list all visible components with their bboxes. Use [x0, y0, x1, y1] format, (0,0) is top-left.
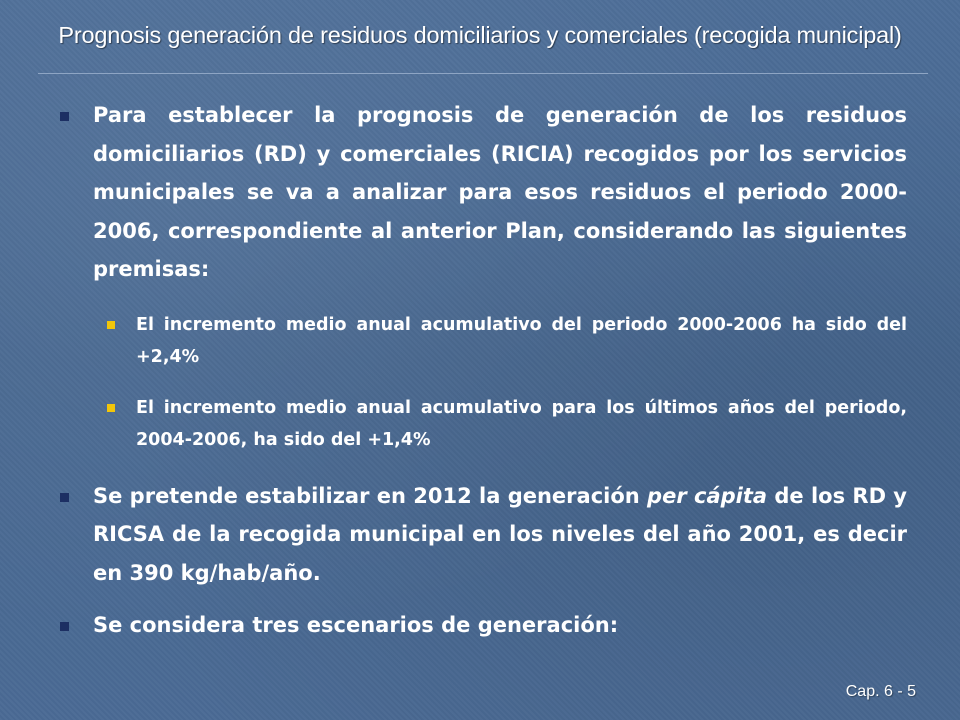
title-divider — [38, 73, 928, 74]
bullet-item-premises — [93, 96, 907, 289]
bullet-text: Se considera tres escenarios de generación: — [93, 613, 619, 637]
square-bullet-icon — [60, 112, 69, 121]
sub-bullet-item-2000-2006 — [136, 309, 907, 373]
sub-bullet-text: El incremento medio anual acumulativo del periodo 2000-2006 ha sido del +2,4% — [136, 314, 907, 367]
sub-bullet-item-2004-2006 — [136, 392, 907, 456]
bullet-text-before: Se pretende estabilizar en 2012 la generación — [93, 483, 648, 508]
page-number: Cap. 6 - 5 — [845, 683, 916, 700]
bullet-item-scenarios — [93, 606, 907, 645]
sub-bullet-list — [0, 309, 960, 456]
bullet-text-emphasis: per cápita — [647, 483, 768, 508]
bullet-list — [0, 96, 960, 645]
square-bullet-icon — [60, 493, 69, 502]
slide-body — [0, 96, 960, 645]
spacer — [0, 592, 960, 606]
bullet-item-per-capita — [93, 477, 907, 593]
sub-bullet-text: El incremento medio anual acumulativo para los últimos años del periodo, 2004-2006, ha sido del +1,4% — [136, 397, 907, 450]
sub-bullet-group — [0, 309, 960, 456]
spacer — [0, 456, 960, 477]
square-bullet-icon — [60, 622, 69, 631]
bullet-text: Para establecer la prognosis de generación de los residuos domiciliarios (RD) y comerciales (RICIA) recogidos por los servicios municipales se va a analizar para esos residuos el periodo 2000-2006, correspondiente al anterior Plan, considerando las siguientes premisas: — [93, 103, 907, 281]
spacer — [0, 373, 960, 392]
spacer — [0, 289, 960, 309]
bullet-text-after: de los RD y RICSA de la recogida municipal en los niveles del año 2001, es decir en 390 kg/hab/año. — [93, 483, 907, 585]
slide-title: Prognosis generación de residuos domiciliarios y comerciales (recogida municipal) — [58, 22, 902, 48]
square-bullet-icon — [107, 404, 115, 412]
square-bullet-icon — [107, 321, 115, 329]
